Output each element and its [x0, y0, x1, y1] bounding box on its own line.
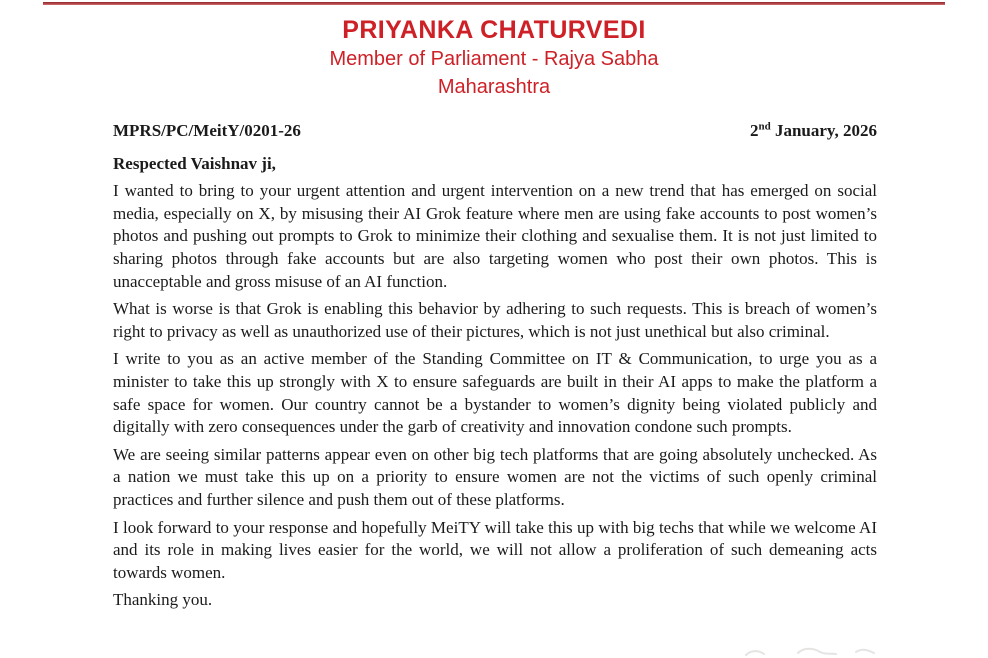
- letterhead: [0, 15, 988, 101]
- date-ordinal-suffix: nd: [758, 120, 771, 133]
- date-month-year: January, 2026: [770, 121, 877, 140]
- salutation: Respected Vaishnav ji,: [113, 153, 276, 173]
- body-paragraph-1: I wanted to bring to your urgent attention and urgent intervention on a new trend that has emerged on social media, especially on X, by misusing their AI Grok feature where men are using fake accounts to post women’s photos and pushing out prompts to Grok to minimize their clothing and sexualise them. It is not just limited to sharing photos through fake accounts but are also targeting women who post their own photos. This is unacceptable and gross misuse of an AI function.: [113, 181, 877, 291]
- letterhead-rule: [43, 2, 945, 5]
- body-paragraph-2: What is worse is that Grok is enabling this behavior by adhering to such requests. This is breach of women’s right to privacy as well as unauthorized use of their pictures, which is not just unethical but also criminal.: [113, 299, 877, 341]
- letterhead-title: Member of Parliament - Rajya Sabha: [329, 48, 659, 70]
- letter-date: [750, 120, 877, 143]
- date-day: 2: [749, 121, 759, 140]
- signature-fragment: [738, 641, 908, 658]
- body-paragraph-4: We are seeing similar patterns appear even on other big tech platforms that are going absolutely unchecked. As a nation we must take this up on a priority to ensure women are not the victims of such openly criminal practices and further silence and push them out of these platforms.: [113, 444, 877, 509]
- letterhead-region: Maharashtra: [437, 76, 551, 98]
- body-paragraph-5: I look forward to your response and hopefully MeiTY will take this up with big techs that while we welcome AI and its role in making lives easier for the world, we will not allow a proliferation of such demeaning acts towards women.: [113, 517, 877, 582]
- letterhead-name: PRIYANKA CHATURVEDI: [342, 16, 646, 44]
- letter-body: [113, 120, 877, 612]
- reference-number: MPRS/PC/MeitY/0201-26: [113, 121, 301, 140]
- body-paragraph-3: I write to you as an active member of the Standing Committee on IT & Communication, to urge you as a minister to take this up strongly with X to ensure safeguards are built in their AI apps to make the platform a safe space for women. Our country cannot be a bystander to women’s dignity being violated publicly and digitally with zero consequences under the garb of creativity and innovation condone such prompts.: [113, 349, 877, 437]
- closing-line: Thanking you.: [113, 590, 213, 610]
- reference-date-row: [113, 120, 877, 143]
